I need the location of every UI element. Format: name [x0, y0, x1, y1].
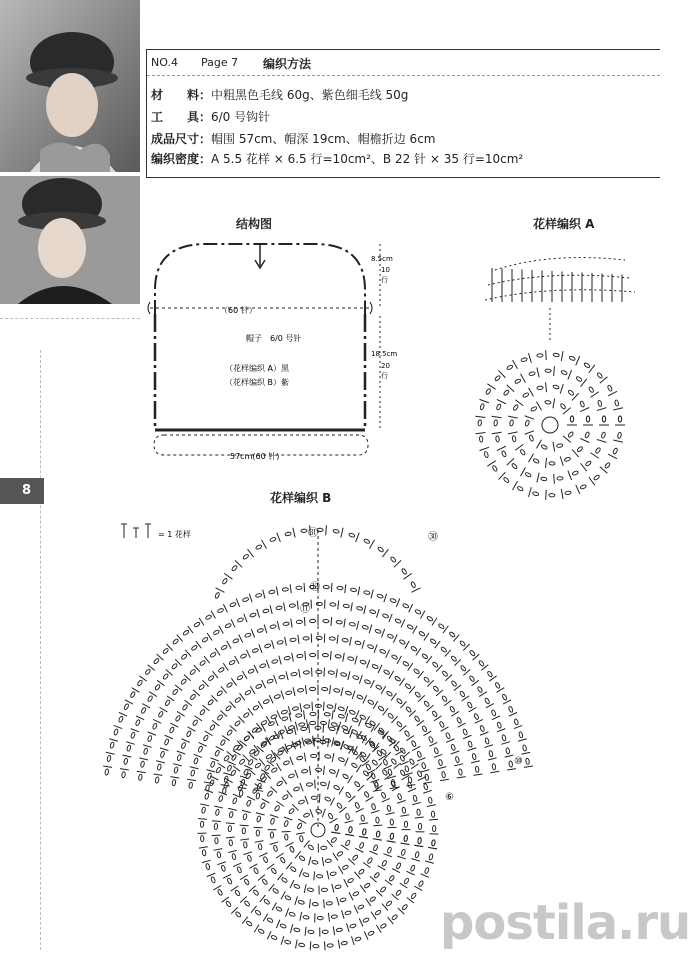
top-rows-unit: 行: [381, 276, 388, 284]
pattern-b-label: （花样编织 B）紫: [225, 378, 290, 387]
row-label: ⑩: [514, 756, 523, 767]
structure-diagram-title: 结构图: [236, 217, 273, 231]
page-title: 编织方法: [263, 57, 312, 71]
photo-woman-hat-bottom: [0, 176, 140, 304]
divider: [40, 350, 41, 950]
top-height: 8.5cm: [371, 255, 393, 263]
pattern-a-title: 花样编织 A: [533, 217, 595, 231]
watermark-logo: postila.ru: [440, 895, 690, 951]
row-label: ⑥: [445, 792, 454, 803]
hat-label: 帽子 6/0 号针: [246, 334, 302, 343]
row-label: ㉚: [428, 532, 438, 543]
pattern-a-chart: [470, 240, 660, 500]
spec-gauge: 编织密度：A 5.5 花样 × 6.5 行=10cm²、B 22 针 × 35 行=10cm²: [151, 152, 524, 166]
row-label: ⑫: [310, 582, 320, 593]
pattern-a-label: （花样编织 A）黑: [225, 364, 290, 373]
spec-materials: 材 料：中粗黑色毛线 60g、紫色细毛线 50g: [151, 88, 409, 102]
top-rows: 10: [381, 266, 390, 274]
divider: [0, 318, 140, 319]
row-label: ⑪: [300, 604, 310, 615]
divider: [146, 177, 660, 178]
page-reference: Page 7: [201, 56, 239, 69]
page-number: 8: [0, 478, 44, 504]
body-rows: 20: [381, 362, 390, 370]
spec-size: 成品尺寸：帽围 57cm、帽深 19cm、帽檐折边 6cm: [151, 132, 436, 146]
structure-diagram: [140, 230, 430, 470]
legend-text: = 1 花样: [158, 530, 191, 539]
pattern-b-chart: [110, 500, 560, 950]
pattern-number: NO.4: [151, 56, 178, 69]
pattern-b-title: 花样编织 B: [270, 491, 332, 505]
divider: [147, 49, 660, 50]
body-height: 18.5cm: [371, 350, 398, 358]
row-label: ㉛: [308, 528, 318, 539]
photo-woman-hat-top: [0, 0, 140, 172]
body-rows-unit: 行: [381, 372, 388, 380]
spec-tools: 工 具：6/0 号钩针: [151, 110, 271, 124]
stitch-count-top: （60 针）: [220, 306, 257, 315]
bottom-width: 57cm(60 针): [230, 452, 280, 461]
